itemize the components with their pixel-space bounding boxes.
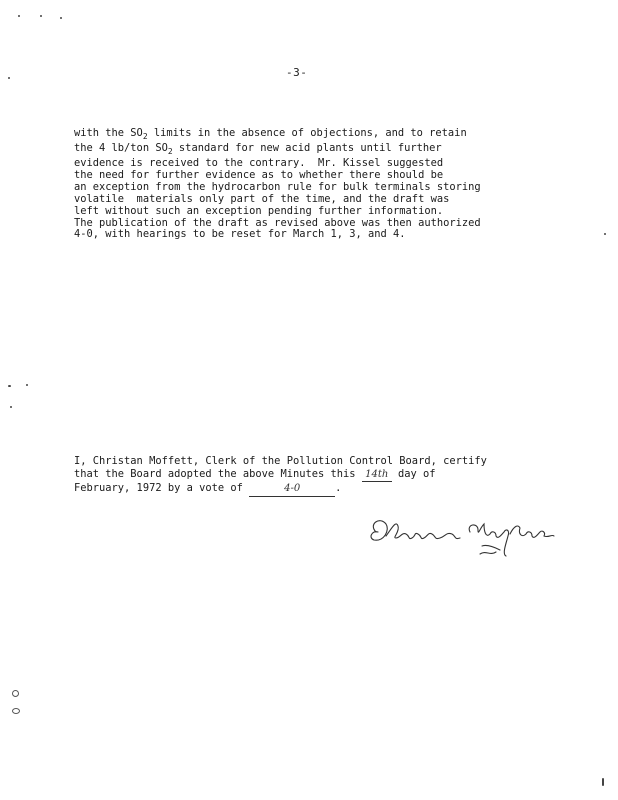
scan-speck (602, 778, 604, 786)
scan-speck (604, 233, 606, 235)
cert-line-3 (74, 482, 564, 497)
scan-speck (8, 385, 11, 387)
handwritten-day: 14th (362, 469, 392, 483)
clerk-certification (74, 455, 564, 497)
scan-speck (12, 708, 20, 714)
so2-subscript-1: 2 (142, 132, 148, 142)
body-line-1-tail: limits in the absence of objections, and to retain (147, 127, 467, 139)
scan-speck (8, 77, 10, 79)
handwritten-vote: 4-0 (249, 483, 335, 497)
cert-line-3-pre: February, 1972 by a vote of (74, 482, 250, 495)
cert-line-2 (74, 468, 564, 483)
body-line-1 (74, 128, 554, 143)
scan-speck (12, 690, 19, 697)
scan-speck (26, 384, 28, 386)
scan-speck (10, 406, 12, 408)
body-line-4: the need for further evidence as to whether there should be (74, 168, 444, 181)
body-line-2-head: the 4 lb/ton SO (74, 141, 168, 154)
scan-speck (60, 17, 62, 19)
body-line-7: left without such an exception pending further information. (74, 204, 444, 217)
body-line-5: an exception from the hydrocarbon rule for bulk terminals storing (74, 180, 481, 193)
cert-line-3-post: . (335, 482, 342, 495)
body-line-8: The publication of the draft as revised above was then authorized (74, 216, 481, 229)
cert-line-1: I, Christan Moffett, Clerk of the Pollution Control Board, certify (74, 455, 487, 467)
scan-speck (40, 15, 42, 17)
handwritten-signature (362, 510, 562, 570)
cert-line-2-pre: that the Board adopted the above Minutes this (74, 467, 362, 480)
body-line-3: evidence is received to the contrary. Mr. Kissel suggested (74, 156, 444, 169)
body-line-9: 4-0, with hearings to be reset for March 1, 3, and 4. (74, 228, 406, 241)
body-line-1-head: with the SO (74, 127, 143, 139)
scan-speck (18, 15, 20, 17)
cert-line-2-post: day of (391, 467, 436, 480)
body-line-6: volatile materials only part of the time, and the draft was (74, 192, 450, 205)
page-number: -3- (286, 66, 308, 79)
so2-subscript-2: 2 (167, 147, 173, 157)
body-line-2-tail: standard for new acid plants until further (172, 141, 442, 154)
minutes-body (74, 128, 554, 241)
body-line-2 (74, 143, 554, 158)
